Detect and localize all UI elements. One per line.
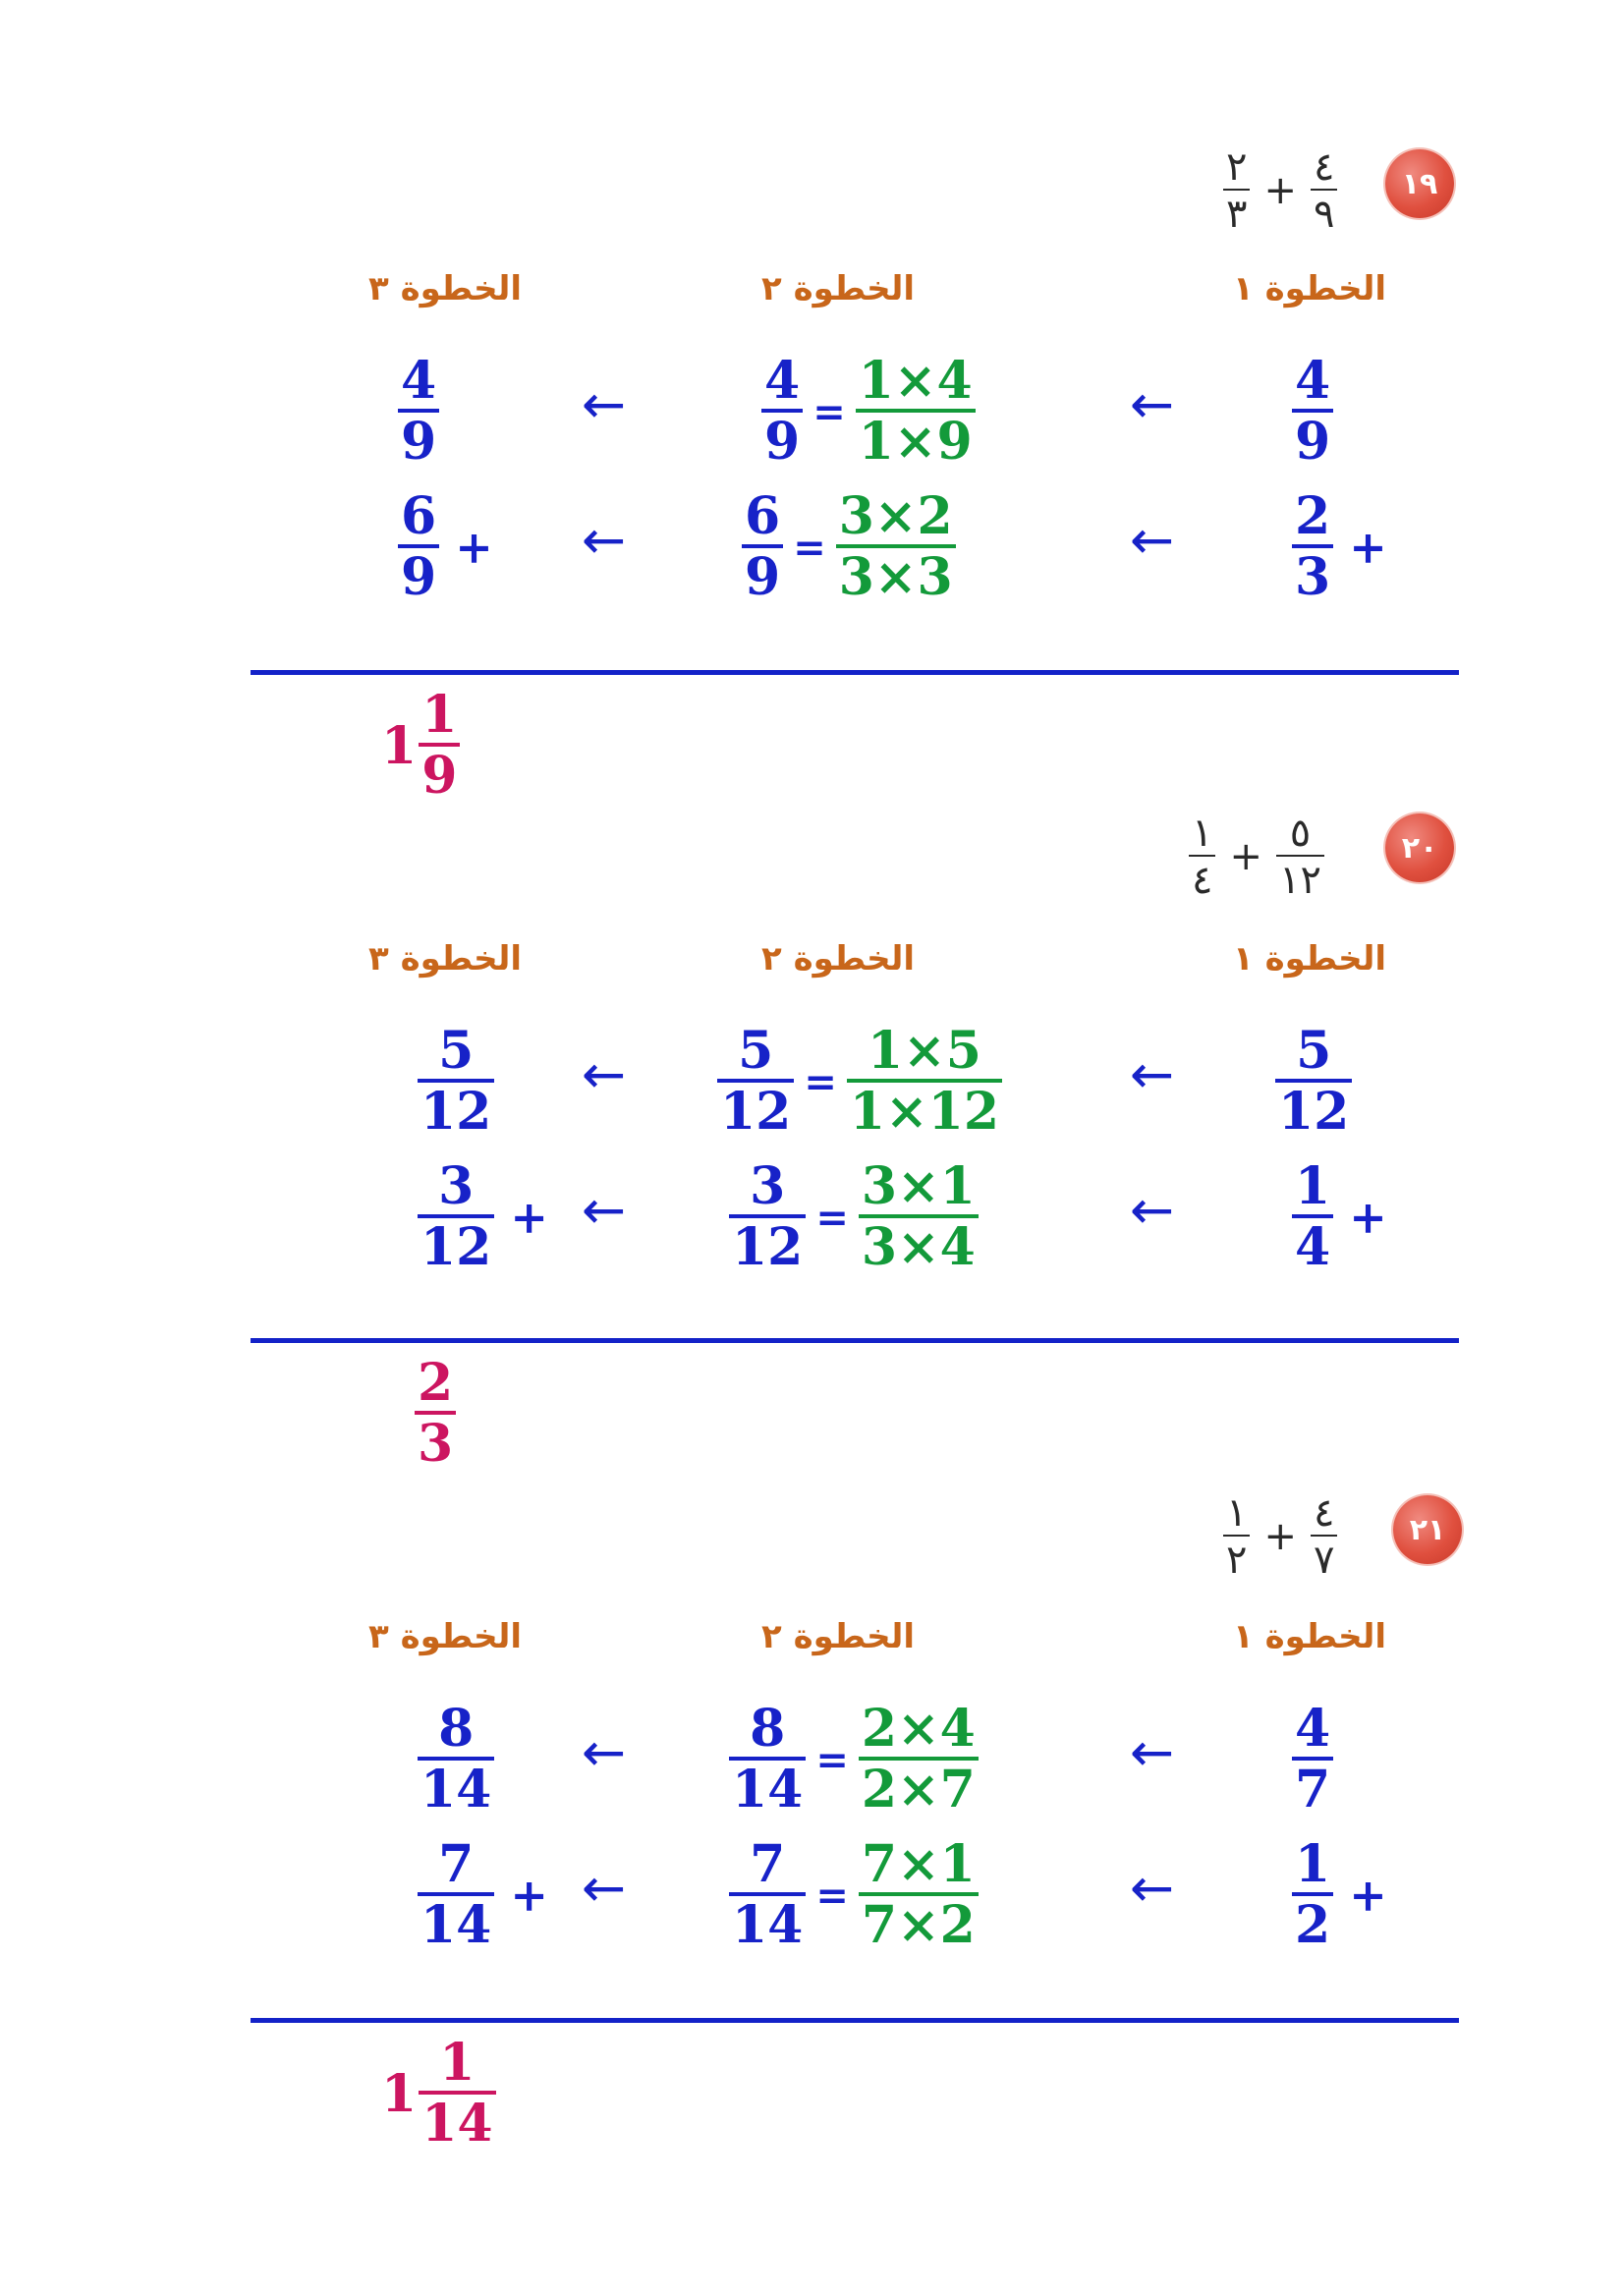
row1-step1: $\frac{4}{9}$ bbox=[1292, 356, 1333, 468]
question-expression bbox=[1223, 144, 1337, 237]
question-plus: + bbox=[1263, 1514, 1297, 1559]
row2-step3: $\frac{7}{14}$ + bbox=[418, 1839, 548, 1951]
arrow-icon: ← bbox=[1130, 1857, 1175, 1919]
row1-step1: $\frac{5}{12}$ bbox=[1275, 1026, 1352, 1138]
question-fraction-b: $\frac{٢}{٣}$ bbox=[1223, 147, 1250, 234]
problem-20 bbox=[0, 668, 1624, 1474]
arrow-icon: ← bbox=[582, 1043, 627, 1105]
header-step3: الخطوة ٣ bbox=[368, 269, 523, 308]
problem-21 bbox=[0, 1348, 1624, 2154]
arrow-icon: ← bbox=[582, 1721, 627, 1783]
row2-step1: $\frac{2}{3}$ + bbox=[1292, 491, 1387, 603]
problem-number-badge: ٢١ bbox=[1393, 1495, 1462, 1564]
row1-step3: $\frac{8}{14}$ bbox=[418, 1704, 494, 1816]
arrow-icon: ← bbox=[1130, 1043, 1175, 1105]
question-fraction-a: $\frac{٥}{١٢}$ bbox=[1276, 813, 1324, 900]
header-step1: الخطوة ١ bbox=[1233, 939, 1387, 979]
question-expression bbox=[1223, 1490, 1337, 1583]
row1-step3: $\frac{4}{9}$ bbox=[398, 356, 439, 468]
question-fraction-b: $\frac{١}{٤}$ bbox=[1189, 813, 1215, 900]
problem-number-badge: ٢٠ bbox=[1385, 813, 1454, 882]
header-step3: الخطوة ٣ bbox=[368, 939, 523, 979]
header-step1: الخطوة ١ bbox=[1233, 269, 1387, 308]
header-step1: الخطوة ١ bbox=[1233, 1617, 1387, 1656]
row2-step3: $\frac{6}{9}$ + bbox=[398, 491, 493, 603]
header-step2: الخطوة ٢ bbox=[761, 939, 916, 979]
row1-step2: $\frac{8}{14}$ = $\frac{2\times 4}{2\times 7}$ bbox=[729, 1704, 979, 1816]
row2-step3: $\frac{3}{12}$ + bbox=[418, 1161, 548, 1273]
header-step3: الخطوة ٣ bbox=[368, 1617, 523, 1656]
row2-step1: $\frac{1}{4}$ + bbox=[1292, 1161, 1387, 1273]
question-fraction-a: $\frac{٤}{٩}$ bbox=[1311, 147, 1337, 234]
row1-step2: $\frac{5}{12}$ = $\frac{1\times 5}{1\times 12}$ bbox=[717, 1026, 1002, 1138]
arrow-icon: ← bbox=[1130, 1721, 1175, 1783]
result: 1 $\frac{1}{14}$ bbox=[381, 2038, 496, 2150]
problem-number-badge: ١٩ bbox=[1385, 149, 1454, 218]
row2-step2: $\frac{3}{12}$ = $\frac{3\times 1}{3\times 4}$ bbox=[729, 1161, 979, 1273]
sum-rule bbox=[251, 2018, 1459, 2023]
result: $\frac{2}{3}$ bbox=[413, 1358, 456, 1470]
header-step2: الخطوة ٢ bbox=[761, 269, 916, 308]
row2-step1: $\frac{1}{2}$ + bbox=[1292, 1839, 1387, 1951]
row2-step2: $\frac{6}{9}$ = $\frac{3\times 2}{3\times 3}$ bbox=[742, 491, 956, 603]
arrow-icon: ← bbox=[582, 373, 627, 435]
arrow-icon: ← bbox=[1130, 509, 1175, 571]
question-plus: + bbox=[1229, 834, 1262, 879]
row1-step2: $\frac{4}{9}$ = $\frac{1\times 4}{1\times 9}$ bbox=[761, 356, 976, 468]
question-fraction-a: $\frac{٤}{٧}$ bbox=[1311, 1493, 1337, 1580]
row1-step3: $\frac{5}{12}$ bbox=[418, 1026, 494, 1138]
question-fraction-b: $\frac{١}{٢}$ bbox=[1223, 1493, 1250, 1580]
header-step2: الخطوة ٢ bbox=[761, 1617, 916, 1656]
arrow-icon: ← bbox=[1130, 1179, 1175, 1241]
arrow-icon: ← bbox=[582, 509, 627, 571]
question-expression bbox=[1189, 811, 1324, 903]
arrow-icon: ← bbox=[1130, 373, 1175, 435]
row2-step2: $\frac{7}{14}$ = $\frac{7\times 1}{7\times 2}$ bbox=[729, 1839, 979, 1951]
problem-19 bbox=[0, 0, 1624, 806]
arrow-icon: ← bbox=[582, 1179, 627, 1241]
arrow-icon: ← bbox=[582, 1857, 627, 1919]
result: 1 $\frac{1}{9}$ bbox=[381, 690, 460, 802]
row1-step1: $\frac{4}{7}$ bbox=[1292, 1704, 1333, 1816]
sum-rule bbox=[251, 1338, 1459, 1343]
question-plus: + bbox=[1263, 168, 1297, 213]
